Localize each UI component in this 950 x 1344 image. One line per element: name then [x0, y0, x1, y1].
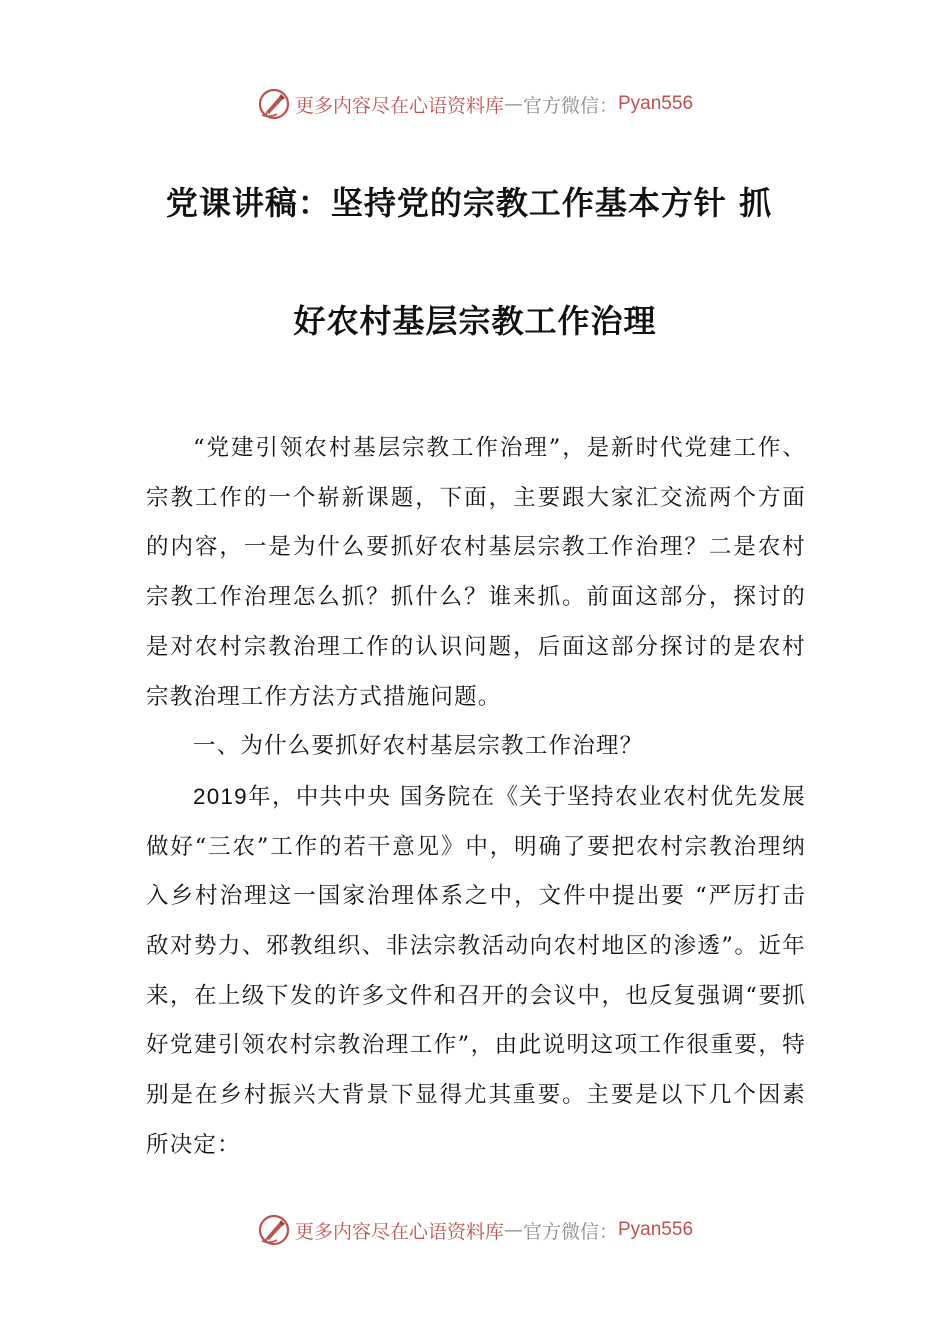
document-title-line-1: 党课讲稿：坚持党的宗教工作基本方针 抓 [165, 184, 773, 222]
watermark-wechat-id: Pyan556 [618, 1219, 694, 1240]
pen-logo-icon [257, 87, 291, 121]
body-paragraph-2019 [146, 772, 806, 1171]
document-title-line-2: 好农村基层宗教工作治理 [293, 302, 657, 340]
year-text: 2019 [193, 783, 248, 809]
watermark-official-label: 官方微信： [522, 1220, 618, 1243]
body-paragraph-2019-text: 年，中共中央 国务院在《关于坚持农业农村优先发展做好“三农”工作的若干意见》中，明确了要把农村宗教治理纳入乡村治理这一国家治理体系之中，文件中提出要 “严厉打击敌对势力、邪教组织、非法宗教活动向农村地区的渗透”。近年来，在上级下发的许多文件和召开的会议中，也反复强调“要抓好党建引领农村宗教治理工作”，由此说明这项工作很重要，特别是在乡村振兴大背景下显得尤其重要。主要是以下几个因素所决定： [146, 783, 806, 1158]
watermark-official-label: 官方微信： [522, 94, 618, 117]
section-heading-1: 一、为什么要抓好农村基层宗教工作治理？ [193, 733, 644, 760]
watermark-brand-text: 更多内容尽在心语资料库 [294, 94, 504, 117]
header-watermark [0, 84, 950, 124]
document-body [146, 424, 806, 1171]
watermark-wechat-id: Pyan556 [618, 93, 694, 114]
watermark-brand-text: 更多内容尽在心语资料库 [294, 1220, 504, 1243]
footer-watermark [0, 1210, 950, 1250]
watermark-dash: — [503, 93, 523, 115]
body-paragraph-intro: “党建引领农村基层宗教工作治理”，是新时代党建工作、宗教工作的一个崭新课题，下面，主要跟大家汇交流两个方面的内容，一是为什么要抓好农村基层宗教工作治理？二是农村宗教工作治理怎么抓？抓什么？谁来抓。前面这部分，探讨的是对农村宗教治理工作的认识问题，后面这部分探讨的是农村宗教治理工作方法方式措施问题。 [146, 435, 806, 710]
watermark-dash: — [503, 1219, 523, 1241]
pen-logo-icon [257, 1213, 291, 1247]
